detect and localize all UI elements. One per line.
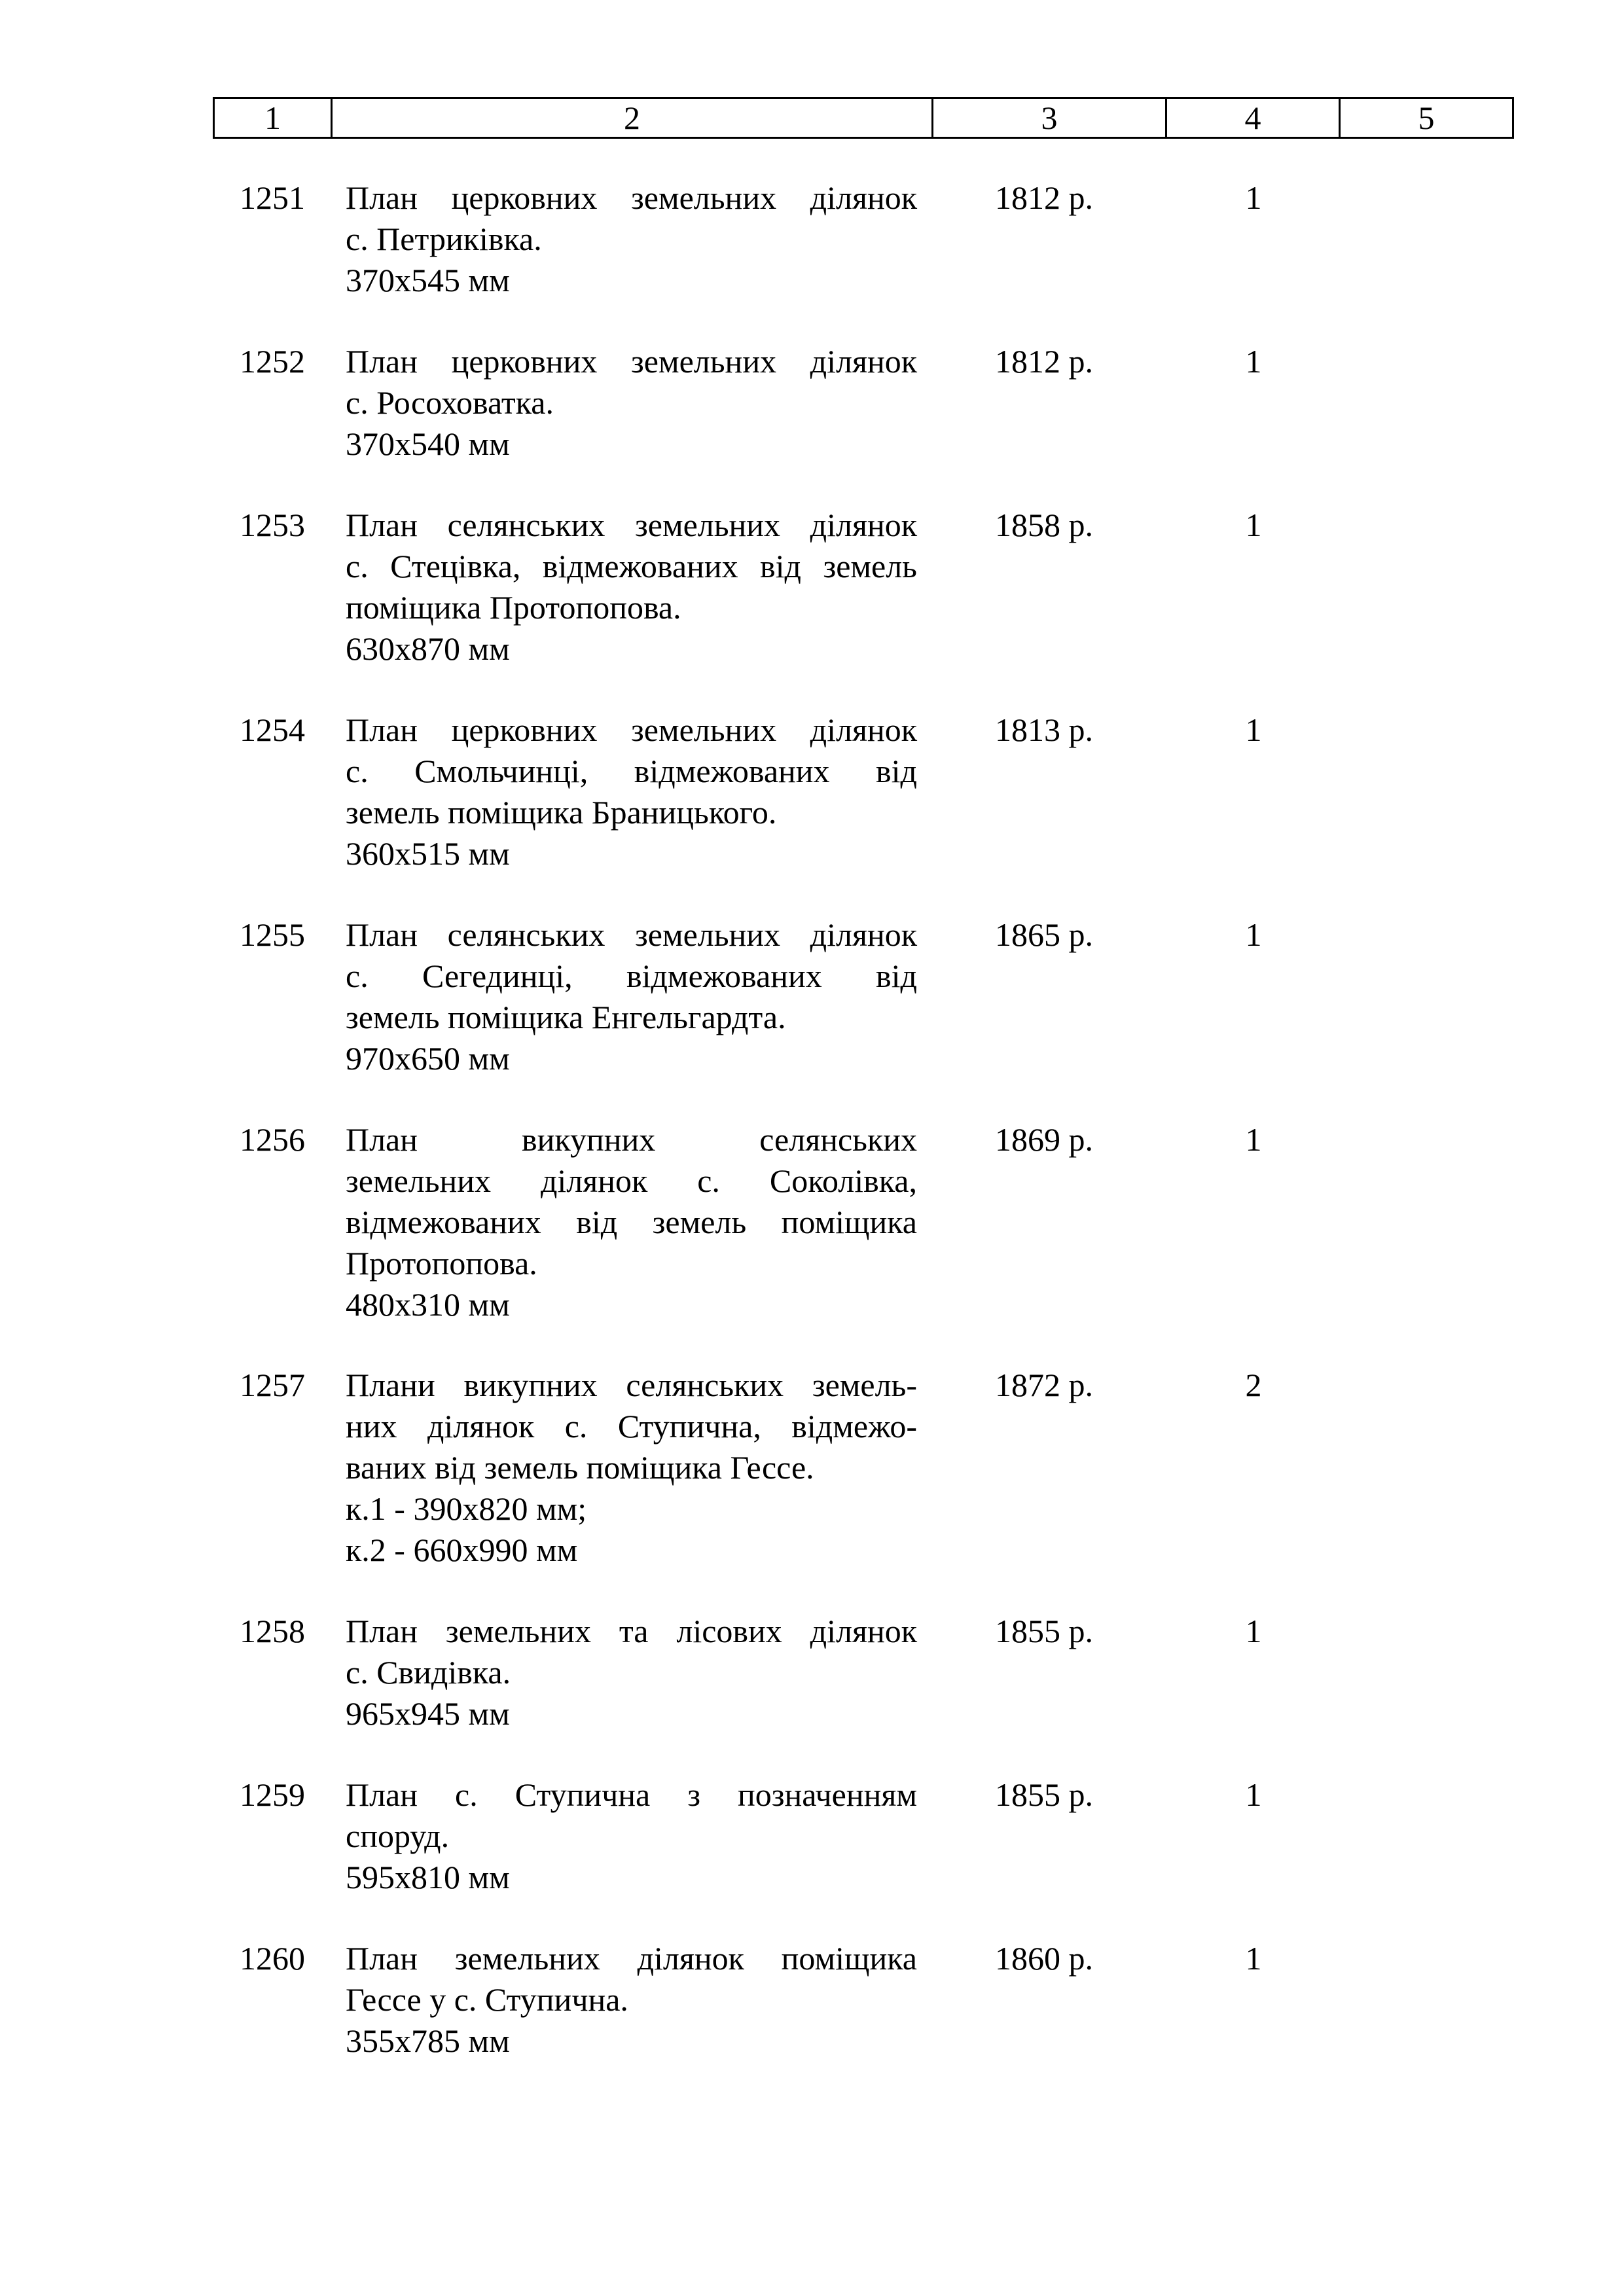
entry-number: 1257 — [240, 1367, 305, 1403]
entry-date: 1813 р. — [995, 711, 1093, 748]
description-line: 355х785 мм — [346, 2022, 510, 2059]
column-header-1: 1 — [214, 98, 332, 138]
description-line: них ділянок с. Ступична, відмежо- — [346, 1408, 917, 1444]
entry-number: 1254 — [240, 711, 305, 748]
entry-count: 1 — [1245, 1940, 1262, 1977]
description-line: земель поміщика Браницького. — [346, 794, 777, 831]
entry-number: 1253 — [240, 507, 305, 543]
description-line: План селянських земельних ділянок — [346, 916, 917, 953]
description-line: 360х515 мм — [346, 835, 510, 872]
column-header-5: 5 — [1340, 98, 1513, 138]
entry-date: 1860 р. — [995, 1940, 1093, 1977]
entry-number: 1252 — [240, 343, 305, 380]
entry-count: 1 — [1245, 1776, 1262, 1813]
column-header-4: 4 — [1166, 98, 1340, 138]
entry-date: 1855 р. — [995, 1776, 1093, 1813]
description-line: с. Свидівка. — [346, 1654, 511, 1691]
column-header-2: 2 — [332, 98, 933, 138]
description-line: к.1 - 390х820 мм; — [346, 1490, 587, 1527]
entry-description — [346, 505, 917, 670]
description-line: ваних від земель поміщика Гессе. — [346, 1449, 814, 1486]
description-line: 480х310 мм — [346, 1286, 510, 1323]
entry-description — [346, 914, 917, 1079]
entry-date: 1865 р. — [995, 916, 1093, 953]
entry-number: 1256 — [240, 1121, 305, 1158]
entry-description — [346, 1611, 917, 1734]
entry-count: 1 — [1245, 916, 1262, 953]
description-line: 370х540 мм — [346, 425, 510, 462]
entry-number: 1255 — [240, 916, 305, 953]
description-line: с. Росоховатка. — [346, 384, 554, 421]
entry-description — [346, 177, 917, 301]
description-line: План церковних земельних ділянок — [346, 343, 917, 380]
entry-count: 2 — [1245, 1367, 1262, 1403]
description-line: План с. Ступична з позначенням — [346, 1776, 917, 1813]
description-line: План викупних селянських — [346, 1121, 917, 1158]
description-line: споруд. — [346, 1818, 450, 1854]
column-header-table — [213, 97, 1514, 139]
entry-count: 1 — [1245, 1613, 1262, 1649]
column-header-row — [214, 98, 1513, 138]
entry-date: 1869 р. — [995, 1121, 1093, 1158]
entry-number: 1251 — [240, 179, 305, 216]
description-line: Протопопова. — [346, 1245, 537, 1282]
description-line: відмежованих від земель поміщика — [346, 1204, 917, 1240]
entry-description — [346, 1365, 917, 1571]
entry-count: 1 — [1245, 507, 1262, 543]
entry-number: 1259 — [240, 1776, 305, 1813]
entry-description — [346, 341, 917, 465]
column-header-3: 3 — [933, 98, 1166, 138]
description-line: План церковних земельних ділянок — [346, 179, 917, 216]
entry-count: 1 — [1245, 711, 1262, 748]
entry-description — [346, 1774, 917, 1898]
entry-count: 1 — [1245, 1121, 1262, 1158]
description-line: План селянських земельних ділянок — [346, 507, 917, 543]
description-line: 595х810 мм — [346, 1859, 510, 1895]
entry-number: 1258 — [240, 1613, 305, 1649]
description-line: земельних ділянок с. Соколівка, — [346, 1162, 917, 1199]
description-line: Плани викупних селянських земель- — [346, 1367, 917, 1403]
description-line: 370х545 мм — [346, 262, 510, 298]
entry-description — [346, 1938, 917, 2062]
entry-count: 1 — [1245, 179, 1262, 216]
entry-description — [346, 1119, 917, 1325]
description-line: 630х870 мм — [346, 630, 510, 667]
description-line: поміщика Протопопова. — [346, 589, 681, 626]
entry-date: 1872 р. — [995, 1367, 1093, 1403]
description-line: с. Стецівка, відмежованих від земель — [346, 548, 917, 584]
description-line: План земельних та лісових ділянок — [346, 1613, 917, 1649]
description-line: с. Смольчинці, відмежованих від — [346, 753, 917, 789]
entry-count: 1 — [1245, 343, 1262, 380]
description-line: План земельних ділянок поміщика — [346, 1940, 917, 1977]
entry-description — [346, 709, 917, 874]
entry-date: 1855 р. — [995, 1613, 1093, 1649]
entry-number: 1260 — [240, 1940, 305, 1977]
entry-date: 1858 р. — [995, 507, 1093, 543]
description-line: с. Петриківка. — [346, 221, 542, 257]
description-line: с. Сегединці, відмежованих від — [346, 958, 917, 994]
description-line: земель поміщика Енгельгардта. — [346, 999, 786, 1035]
description-line: Гессе у с. Ступична. — [346, 1981, 628, 2018]
description-line: 970х650 мм — [346, 1040, 510, 1077]
description-line: к.2 - 660х990 мм — [346, 1532, 578, 1568]
description-line: 965х945 мм — [346, 1695, 510, 1732]
description-line: План церковних земельних ділянок — [346, 711, 917, 748]
entry-date: 1812 р. — [995, 179, 1093, 216]
entry-date: 1812 р. — [995, 343, 1093, 380]
